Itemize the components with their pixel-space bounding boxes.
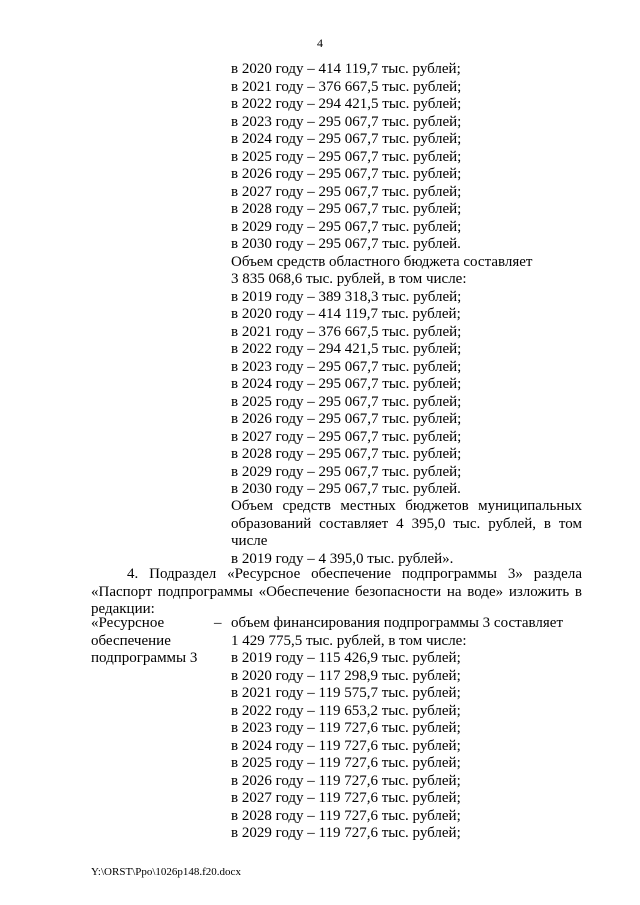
- funding-line: в 2019 году – 115 426,9 тыс. рублей;: [231, 650, 461, 666]
- funding-line: в 2022 году – 119 653,2 тыс. рублей;: [231, 702, 461, 719]
- funding-line: в 2026 году – 119 727,6 тыс. рублей;: [231, 772, 461, 789]
- resource-label-line: обеспечение: [91, 632, 171, 649]
- local-budget-paragraph: [231, 498, 582, 568]
- budget-line: в 2023 году – 295 067,7 тыс. рублей;: [231, 358, 462, 375]
- funding-total: 1 429 775,5 тыс. рублей, в том числе:: [231, 632, 467, 649]
- regional-budget-heading: Объем средств областного бюджета составляет: [231, 253, 533, 270]
- budget-line: в 2029 году – 295 067,7 тыс. рублей;: [231, 218, 462, 235]
- budget-line: в 2027 году – 295 067,7 тыс. рублей;: [231, 428, 462, 445]
- budget-line: в 2020 году – 414 119,7 тыс. рублей;: [231, 306, 461, 322]
- resource-label-line: подпрограммы 3: [91, 650, 198, 666]
- file-path-footer: Y:\ORST\Ppo\1026p148.f20.docx: [91, 866, 241, 878]
- funding-line: в 2024 году – 119 727,6 тыс. рублей;: [231, 737, 461, 754]
- budget-line: в 2028 году – 295 067,7 тыс. рублей;: [231, 201, 462, 217]
- budget-line: в 2021 году – 376 667,5 тыс. рублей;: [231, 78, 462, 95]
- resource-label-line: «Ресурсное: [91, 615, 165, 631]
- budget-line: в 2029 году – 295 067,7 тыс. рублей;: [231, 463, 462, 480]
- budget-line: в 2022 году – 294 421,5 тыс. рублей;: [231, 96, 462, 112]
- budget-line: в 2025 году – 295 067,7 тыс. рублей;: [231, 393, 462, 410]
- resource-label: [91, 615, 221, 668]
- budget-line: в 2022 году – 294 421,5 тыс. рублей;: [231, 341, 462, 357]
- funding-line: в 2023 году – 119 727,6 тыс. рублей;: [231, 720, 461, 736]
- funding-heading: объем финансирования подпрограммы 3 составляет: [231, 615, 563, 631]
- budget-line: в 2020 году – 414 119,7 тыс. рублей;: [231, 61, 461, 77]
- funding-line: в 2028 году – 119 727,6 тыс. рублей;: [231, 807, 461, 824]
- budget-line: в 2028 году – 295 067,7 тыс. рублей;: [231, 446, 462, 462]
- funding-line: в 2020 году – 117 298,9 тыс. рублей;: [231, 667, 461, 684]
- budget-line: в 2019 году – 389 318,3 тыс. рублей;: [231, 288, 462, 305]
- funding-line: в 2029 году – 119 727,6 тыс. рублей;: [231, 825, 461, 841]
- item-4-text: 4. Подраздел «Ресурсное обеспечение подпрограммы 3» раздела «Паспорт подпрограммы «Обеспечение безопасности на воде» изложить в редакции:: [91, 566, 582, 617]
- budget-line: в 2024 году – 295 067,7 тыс. рублей;: [231, 376, 462, 392]
- budget-line: в 2025 году – 295 067,7 тыс. рублей;: [231, 148, 462, 165]
- subprogram-3-funding-block: [231, 615, 563, 843]
- dash-separator: –: [214, 615, 222, 631]
- budget-line: в 2030 году – 295 067,7 тыс. рублей.: [231, 236, 461, 252]
- budget-line: в 2027 году – 295 067,7 тыс. рублей;: [231, 183, 462, 200]
- budget-line: в 2026 году – 295 067,7 тыс. рублей;: [231, 411, 462, 427]
- local-budget-text: Объем средств местных бюджетов муниципальных образований составляет 4 395,0 тыс. рублей, в том числе: [231, 498, 582, 549]
- budget-line: в 2024 году – 295 067,7 тыс. рублей;: [231, 131, 462, 147]
- funding-line: в 2025 году – 119 727,6 тыс. рублей;: [231, 755, 461, 771]
- budget-line: в 2021 году – 376 667,5 тыс. рублей;: [231, 323, 462, 340]
- budget-lines-block: [231, 61, 532, 499]
- funding-line: в 2021 году – 119 575,7 тыс. рублей;: [231, 685, 461, 701]
- budget-line: в 2030 году – 295 067,7 тыс. рублей.: [231, 481, 461, 497]
- regional-budget-total: 3 835 068,6 тыс. рублей, в том числе:: [231, 271, 467, 287]
- item-4-paragraph: [91, 566, 582, 619]
- local-budget-last-line: в 2019 году – 4 395,0 тыс. рублей».: [231, 550, 454, 567]
- budget-line: в 2026 году – 295 067,7 тыс. рублей;: [231, 166, 462, 182]
- funding-line: в 2027 году – 119 727,6 тыс. рублей;: [231, 790, 461, 806]
- page-number: 4: [317, 36, 323, 50]
- budget-line: в 2023 году – 295 067,7 тыс. рублей;: [231, 113, 462, 130]
